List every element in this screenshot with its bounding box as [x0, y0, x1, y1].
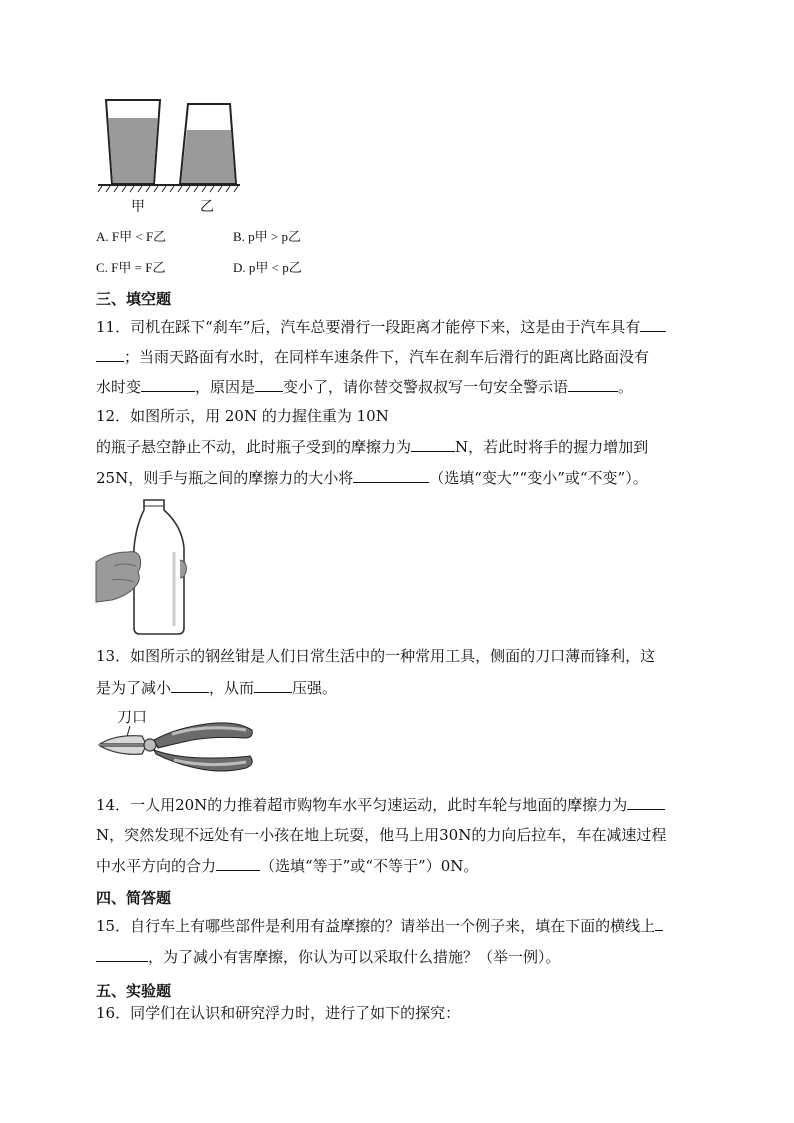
- q13-line1: 13．如图所示的钢丝钳是人们日常生活中的一种常用工具，侧面的刀口薄而锋利，这: [96, 647, 656, 665]
- q11-text3b: ，原因是: [195, 378, 256, 396]
- q11-line2: [96, 346, 649, 367]
- option-b: B. p甲 > p乙: [233, 229, 302, 244]
- cup-right-water: [181, 130, 235, 183]
- q15-line1: [96, 915, 663, 936]
- q12-text3a: 25N，则手与瓶之间的摩擦力的大小将: [96, 469, 354, 487]
- q13-text2c: 压强。: [292, 679, 338, 697]
- section-title-fill-blank: 三、填空题: [96, 290, 172, 308]
- cup-label-right: 乙: [200, 199, 214, 215]
- q11-text3c: 变小了，请你替交警叔叔写一句安全警示语: [283, 378, 569, 396]
- section-title-experiment: 五、实验题: [96, 982, 172, 1000]
- cup-left-water: [108, 118, 158, 183]
- q13-text2a: 是为了减小: [96, 679, 172, 697]
- option-a: A. F甲 < F乙: [96, 229, 167, 244]
- q15-text1: 15．自行车上有哪些部件是利用有益摩擦的？请举出一个例子来，填在下面的横线上: [96, 917, 656, 935]
- option-c: C. F甲 = F乙: [96, 260, 166, 275]
- q11-text1: 11．司机在踩下“刹车”后，汽车总要滑行一段距离才能停下来，这是由于汽车具有: [96, 318, 641, 336]
- q12-line3: [96, 467, 648, 488]
- bottle-hand-figure: [94, 496, 194, 636]
- cup-label-left: 甲: [131, 199, 145, 215]
- q15-line2: [96, 946, 561, 967]
- q14-line2: N，突然发现不远处有一小孩在地上玩耍，他马上用30N的力向后拉车，车在减速过程: [96, 826, 667, 844]
- q14-line3: [96, 855, 478, 876]
- pliers-handle-top: [154, 723, 252, 748]
- q16-line1: 16．同学们在认识和研究浮力时，进行了如下的探究：: [96, 1004, 461, 1022]
- q11-text3d: 。: [618, 378, 634, 396]
- q14-blank2: [216, 855, 260, 871]
- q14-text3b: （选填“等于”或“不等于”）0N。: [260, 857, 479, 875]
- q12-line1: 12．如图所示，用 20N 的力握住重为 10N: [96, 407, 389, 425]
- section-title-short-answer: 四、简答题: [96, 889, 172, 907]
- q11-blank2: [141, 376, 195, 392]
- q12-text3b: （选填“变大”“变小”或“不变”）。: [429, 469, 648, 487]
- q15-blank1b: [96, 946, 148, 962]
- q13-blank1: [171, 677, 209, 693]
- cups-figure: [96, 96, 246, 196]
- pliers-figure: [96, 718, 256, 776]
- q12-line2: [96, 436, 648, 457]
- q15-blank1a: [655, 915, 663, 931]
- bottle-shape: [134, 500, 184, 634]
- q11-text2: ；当雨天路面有水时，在同样车速条件下，汽车在刹车后滑行的距离比路面没有: [124, 348, 650, 366]
- q11-blank1b: [96, 346, 124, 362]
- q14-text1: 14．一人用20N的力推着超市购物车水平匀速运动，此时车轮与地面的摩擦力为: [96, 796, 628, 814]
- q12-blank1: [411, 436, 455, 452]
- q13-line2: [96, 677, 337, 698]
- q13-text2b: ，从而: [209, 679, 255, 697]
- q11-line1: [96, 316, 666, 337]
- q12-text2b: N，若此时将手的握力增加到: [455, 438, 649, 456]
- q14-blank1: [627, 794, 665, 810]
- q12-blank2: [353, 467, 429, 483]
- q11-blank3: [255, 376, 283, 392]
- q11-line3: [96, 376, 633, 397]
- option-d: D. p甲 < p乙: [233, 260, 302, 275]
- q15-text2: ，为了减小有害摩擦，你认为可以采取什么措施？（举一例）。: [148, 948, 561, 966]
- q11-text3a: 水时变: [96, 378, 142, 396]
- pliers-blade-label: 刀口: [117, 708, 148, 726]
- q12-text2a: 的瓶子悬空静止不动，此时瓶子受到的摩擦力为: [96, 438, 412, 456]
- q14-text3a: 中水平方向的合力: [96, 857, 217, 875]
- q14-line1: [96, 794, 665, 815]
- pliers-handle-bottom: [154, 750, 252, 771]
- q11-blank4: [568, 376, 618, 392]
- q13-blank2: [254, 677, 292, 693]
- q11-blank1a: [640, 316, 666, 332]
